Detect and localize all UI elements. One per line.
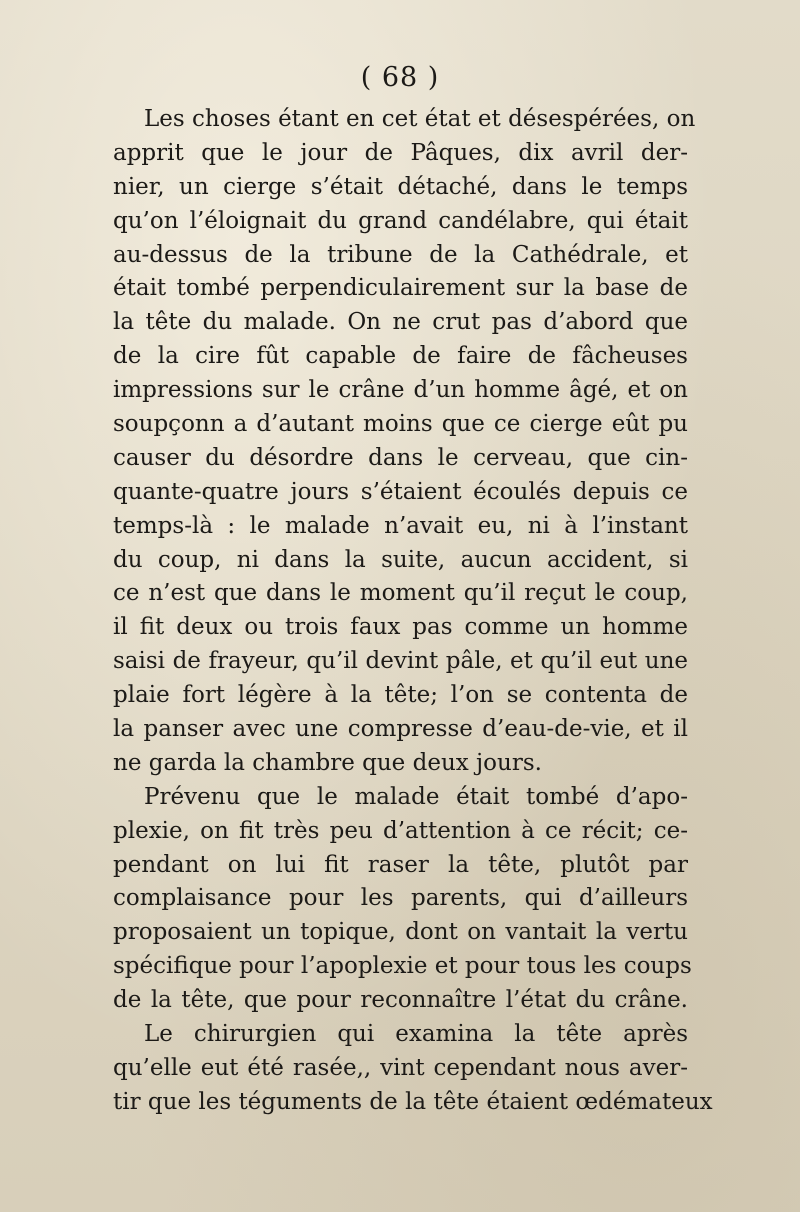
- text-line: il fit deux ou trois faux pas comme un homme: [113, 614, 688, 641]
- text-line: causer du désordre dans le cerveau, que cin-: [113, 444, 688, 471]
- text-line: ce n’est que dans le moment qu’il reçut le coup,: [113, 580, 688, 607]
- text-line: plexie, on fit très peu d’attention à ce récit; ce-: [113, 817, 688, 844]
- text-line: complaisance pour les parents, qui d’ailleurs: [113, 885, 688, 912]
- text-line: apprit que le jour de Pâques, dix avril der-: [113, 139, 688, 166]
- text-line: Le chirurgien qui examina la tête après: [144, 1021, 688, 1048]
- text-line: temps-là : le malade n’avait eu, ni à l’instant: [113, 512, 688, 539]
- text-line: pendant on lui fit raser la tête, plutôt par: [113, 851, 688, 878]
- text-line: qu’on l’éloignait du grand candélabre, qui était: [113, 207, 688, 234]
- text-line: du coup, ni dans la suite, aucun accident, si: [113, 546, 688, 573]
- text-line: nier, un cierge s’était détaché, dans le temps: [113, 173, 688, 200]
- text-line: la panser avec une compresse d’eau-de-vie, et il: [113, 716, 688, 743]
- text-line: était tombé perpendiculairement sur la base de: [113, 275, 688, 302]
- text-line: de la cire fût capable de faire de fâcheuses: [113, 343, 688, 370]
- text-line: soupçonn a d’autant moins que ce cierge eût pu: [113, 411, 688, 438]
- text-line: quante-quatre jours s’étaient écoulés depuis ce: [113, 478, 688, 505]
- text-line: ne garda la chambre que deux jours.: [113, 749, 542, 776]
- text-line: qu’elle eut été rasée,, vint cependant nous aver-: [113, 1054, 688, 1081]
- text-line: au-dessus de la tribune de la Cathédrale, et: [113, 241, 688, 268]
- text-line: Les choses étant en cet état et désespérées, on: [144, 106, 696, 132]
- text-line: impressions sur le crâne d’un homme âgé, et on: [113, 377, 688, 404]
- text-line: Prévenu que le malade était tombé d’apo-: [144, 783, 688, 810]
- text-line: de la tête, que pour reconnaître l’état du crâne.: [113, 987, 688, 1014]
- text-line: saisi de frayeur, qu’il devint pâle, et qu’il eut une: [113, 648, 688, 675]
- text-line: plaie fort légère à la tête; l’on se contenta de: [113, 682, 688, 709]
- text-line: spécifique pour l’apoplexie et pour tous les coups: [113, 953, 692, 980]
- text-line: tir que les téguments de la tête étaient œdémateux: [113, 1088, 713, 1115]
- text-line: proposaient un topique, dont on vantait la vertu: [113, 919, 688, 946]
- page-number: ( 68 ): [360, 62, 440, 93]
- text-line: la tête du malade. On ne crut pas d’abord que: [113, 309, 688, 336]
- body-text: [113, 103, 713, 1120]
